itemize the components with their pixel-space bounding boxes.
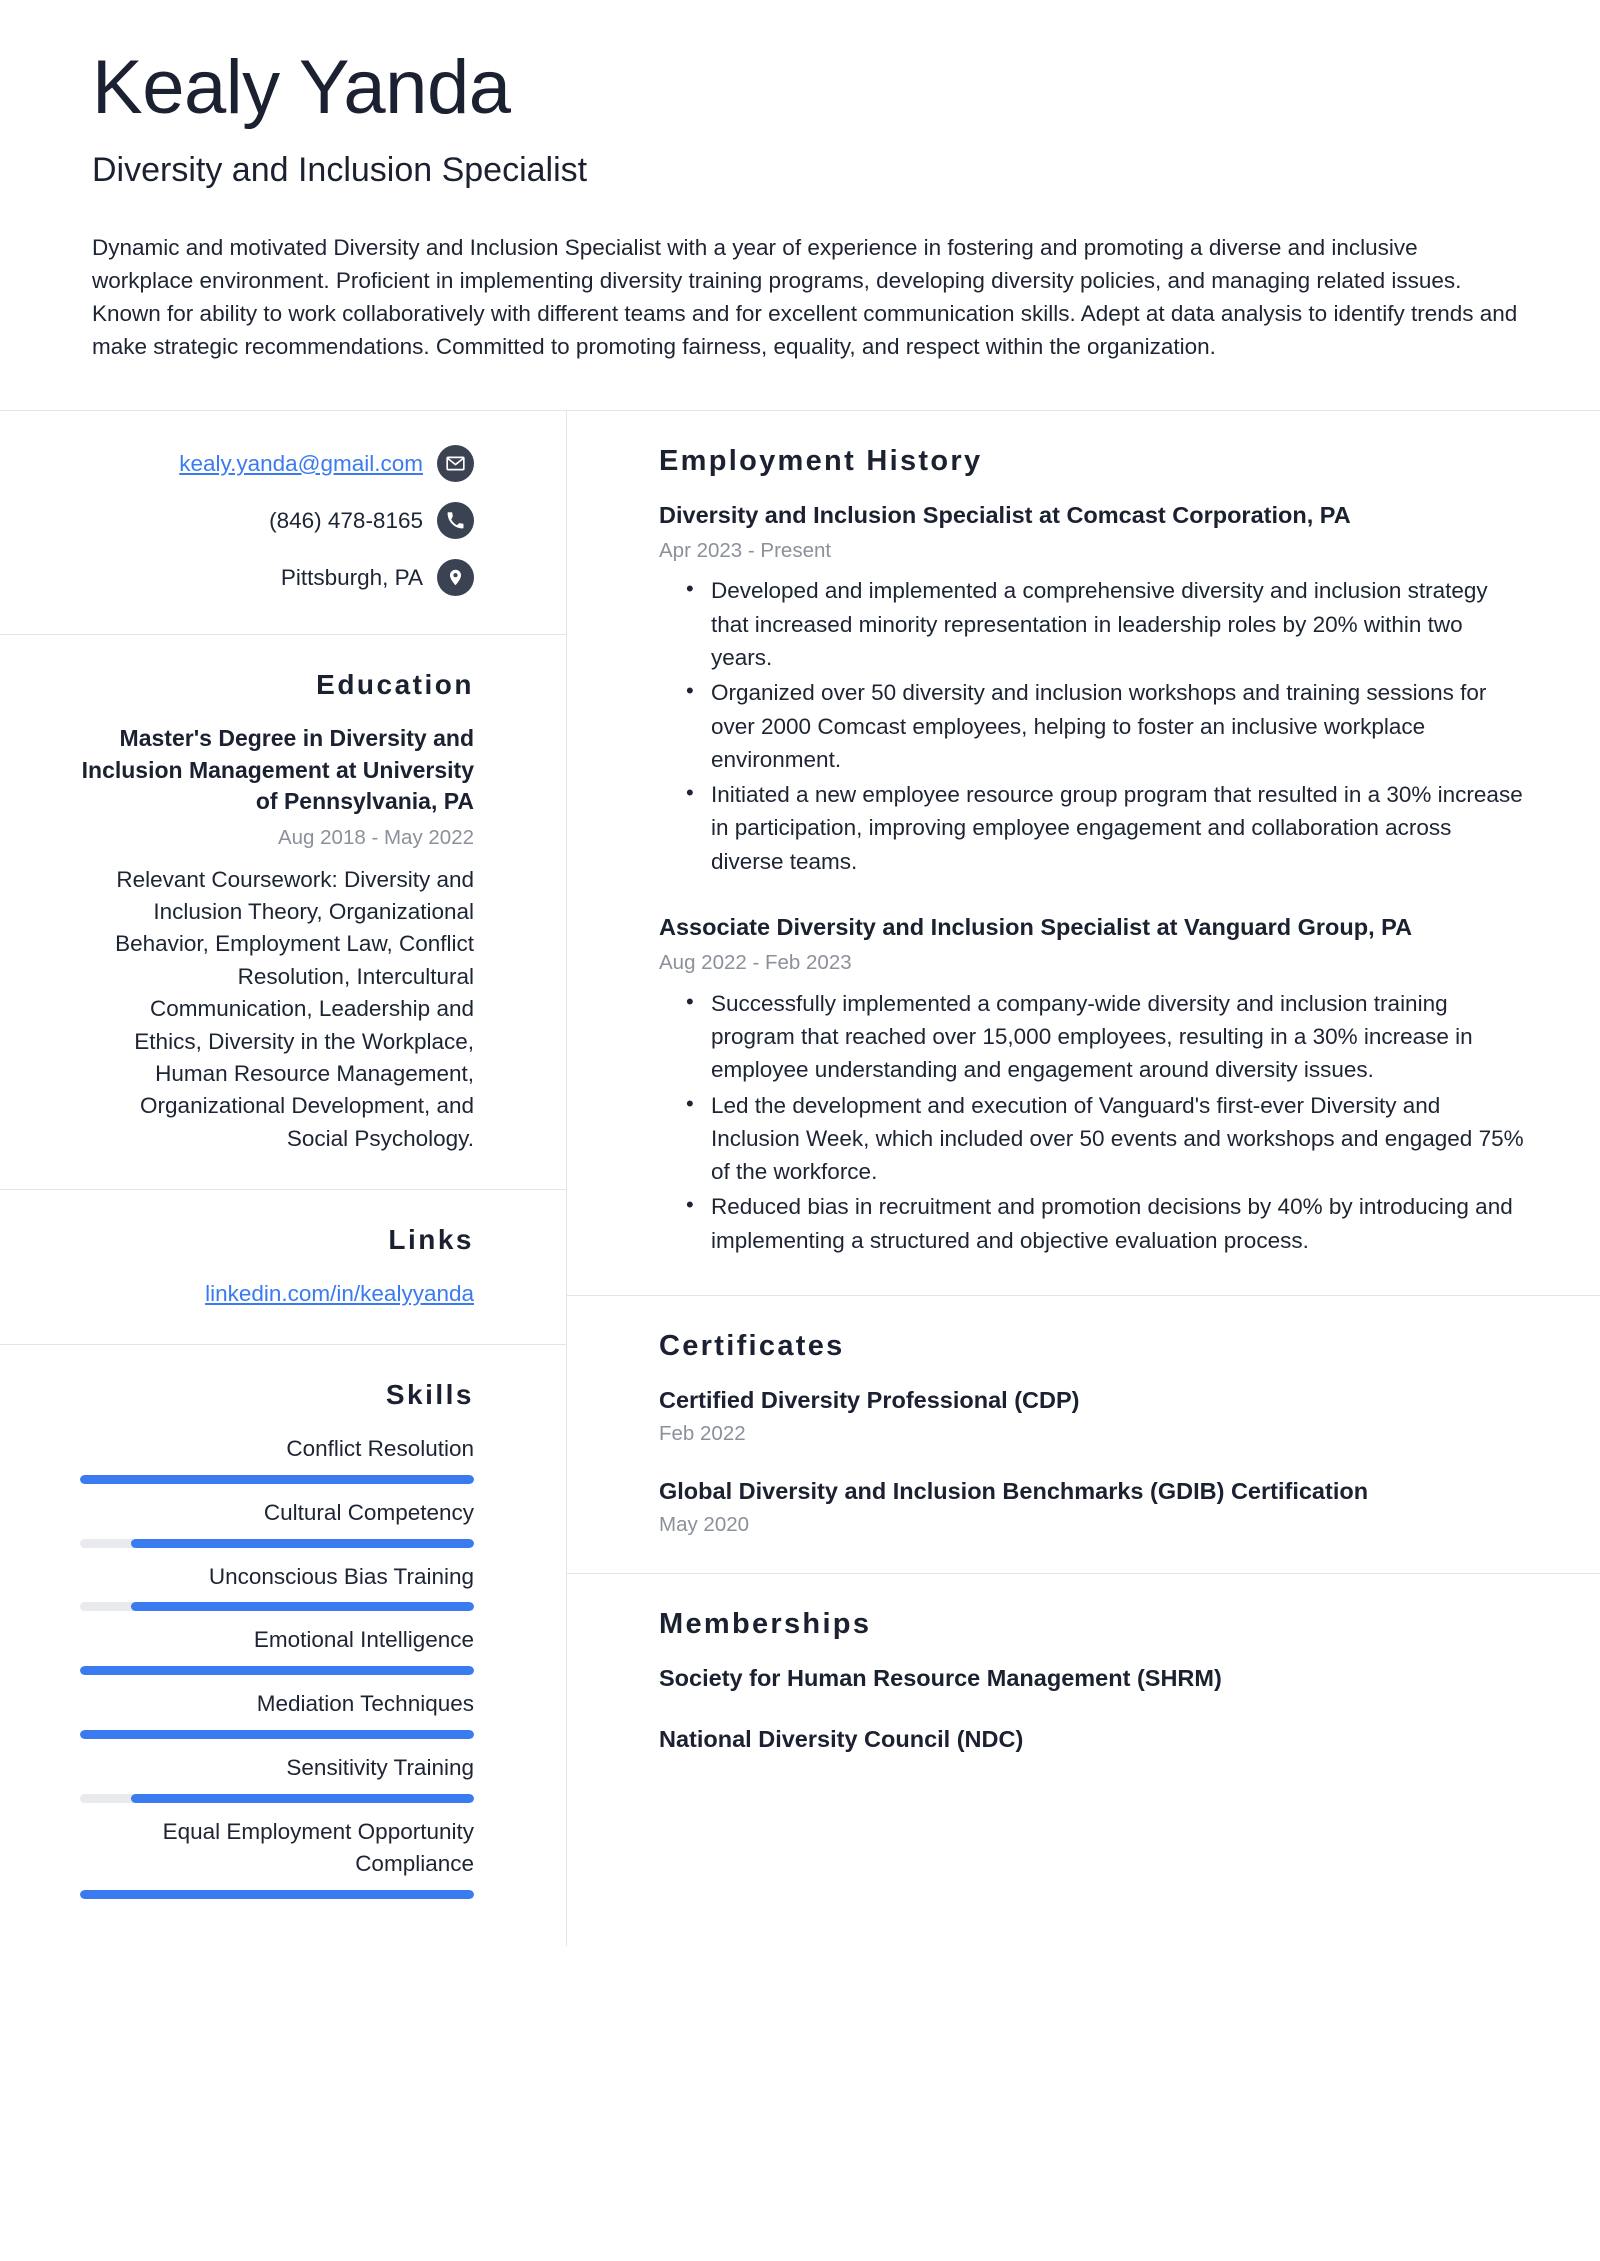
- employment-dates: Apr 2023 - Present: [659, 538, 832, 562]
- links-list: [80, 1278, 474, 1310]
- employment-entry: [659, 912, 1530, 1257]
- skill-label: Conflict Resolution: [286, 1435, 474, 1461]
- certificate-date: May 2020: [659, 1512, 750, 1536]
- skill-item: [80, 1752, 474, 1803]
- links-section: [0, 1190, 566, 1345]
- skill-level-bar: [80, 1475, 474, 1484]
- membership-entry: Society for Human Resource Management (SHRM): [659, 1664, 1222, 1691]
- employment-entry: [659, 500, 1530, 878]
- employment-bullets: [659, 574, 1530, 878]
- employment-dates: Aug 2022 - Feb 2023: [659, 951, 852, 975]
- certificate-name: Global Diversity and Inclusion Benchmarks (GDIB) Certification: [659, 1477, 1369, 1504]
- skill-item: [80, 1497, 474, 1548]
- certificate-date: Feb 2022: [659, 1421, 746, 1445]
- employment-title: Diversity and Inclusion Specialist at Comcast Corporation, PA: [659, 501, 1351, 528]
- phone-icon: [437, 502, 474, 539]
- skill-item: [80, 1433, 474, 1484]
- bullet-item: • Organized over 50 diversity and inclusion workshops and training sessions for over 2000 Comcast employees, helping to foster an inclusive workplace environment.: [711, 676, 1530, 776]
- resume-header: [0, 0, 1600, 410]
- certificate-name: Certified Diversity Professional (CDP): [659, 1387, 1080, 1414]
- skill-label: Emotional Intelligence: [253, 1627, 474, 1653]
- skill-level-fill: [131, 1794, 474, 1803]
- skill-item: [80, 1624, 474, 1675]
- skill-level-bar: [80, 1730, 474, 1739]
- main-content: [567, 411, 1600, 1946]
- employment-bullets: [659, 987, 1530, 1257]
- location-text: Pittsburgh, PA: [280, 564, 423, 590]
- skill-item: [80, 1688, 474, 1739]
- certificate-entry: [659, 1385, 1530, 1446]
- skill-item: [80, 1561, 474, 1612]
- skill-level-fill: [131, 1602, 474, 1611]
- skill-level-bar: [80, 1539, 474, 1548]
- contact-list: [80, 445, 474, 596]
- certificates-heading: Certificates: [659, 1330, 845, 1363]
- contact-row-phone[interactable]: [80, 502, 474, 539]
- email-link[interactable]: kealy.yanda@gmail.com: [179, 450, 423, 476]
- employment-section: [567, 411, 1600, 1296]
- map-pin-icon: [437, 559, 474, 596]
- education-entry: [80, 723, 474, 1155]
- professional-summary: Dynamic and motivated Diversity and Inclusion Specialist with a year of experience in fostering and promoting a diverse and inclusive workplace environment. Proficient in implementing diversity training programs, developing diversity policies, and managing related issues. Known for ability to work collaboratively with different teams and for excellent communication skills. Adept at data analysis to identify trends and make strategic recommendations. Committed to promoting fairness, equality, and respect within the organization.: [92, 234, 1518, 360]
- skill-label: Equal Employment Opportunity Compliance: [162, 1819, 474, 1877]
- skill-label: Mediation Techniques: [256, 1691, 474, 1717]
- skill-level-fill: [80, 1475, 474, 1484]
- skill-level-fill: [80, 1730, 474, 1739]
- sidebar: [0, 411, 567, 1946]
- resume-body: [0, 411, 1600, 1946]
- envelope-icon: [437, 445, 474, 482]
- contact-row-location[interactable]: [80, 559, 474, 596]
- skill-level-bar: [80, 1794, 474, 1803]
- skill-label: Cultural Competency: [263, 1499, 474, 1525]
- skill-level-fill: [80, 1890, 474, 1899]
- education-dates: Aug 2018 - May 2022: [277, 825, 474, 849]
- skills-heading: Skills: [385, 1378, 474, 1410]
- certificates-section: [567, 1296, 1600, 1573]
- contact-section: [0, 411, 566, 635]
- skills-section: [0, 1345, 566, 1947]
- education-section: [0, 635, 566, 1190]
- membership-entry: National Diversity Council (NDC): [659, 1726, 1024, 1753]
- education-description: Relevant Coursework: Diversity and Inclusion Theory, Organizational Behavior, Employment Law, Conflict Resolution, Intercultural Communication, Leadership and Ethics, Diversity in the Workplace, Human Resource Management, Organizational Development, and Social Psychology.: [115, 866, 474, 1151]
- bullet-item: • Successfully implemented a company-wide diversity and inclusion training program that reached over 15,000 employees, resulting in a 30% increase in employee understanding and engagement around diversity issues.: [711, 987, 1530, 1087]
- page-title: Kealy Yanda: [92, 45, 511, 130]
- education-degree: Master's Degree in Diversity and Inclusion Management at University of Pennsylvania, PA: [81, 724, 474, 815]
- contact-row-email[interactable]: [80, 445, 474, 482]
- skill-level-fill: [131, 1539, 474, 1548]
- certificate-entry: [659, 1476, 1530, 1537]
- employment-heading: Employment History: [659, 444, 983, 477]
- phone-number: (846) 478-8165: [269, 507, 423, 533]
- bullet-item: • Developed and implemented a comprehensive diversity and inclusion strategy that increased minority representation in leadership roles by 20% within two years.: [711, 574, 1530, 674]
- skill-label: Sensitivity Training: [286, 1755, 474, 1781]
- skill-level-bar: [80, 1602, 474, 1611]
- bullet-item: • Initiated a new employee resource group program that resulted in a 30% increase in participation, improving employee engagement and collaboration across diverse teams.: [711, 778, 1530, 878]
- memberships-section: [567, 1574, 1600, 1792]
- skill-label: Unconscious Bias Training: [208, 1563, 474, 1589]
- links-heading: Links: [388, 1224, 474, 1256]
- bullet-item: • Led the development and execution of Vanguard's first-ever Diversity and Inclusion Week, which included over 50 events and workshops and engaged 75% of the workforce.: [711, 1089, 1530, 1189]
- job-title: Diversity and Inclusion Specialist: [92, 150, 588, 189]
- skill-level-bar: [80, 1890, 474, 1899]
- education-heading: Education: [316, 668, 474, 700]
- memberships-heading: Memberships: [659, 1607, 872, 1640]
- skill-level-bar: [80, 1666, 474, 1675]
- bullet-item: • Reduced bias in recruitment and promotion decisions by 40% by introducing and implementing a structured and objective evaluation process.: [711, 1190, 1530, 1257]
- skill-item: [80, 1816, 474, 1899]
- employment-title: Associate Diversity and Inclusion Specialist at Vanguard Group, PA: [659, 914, 1413, 941]
- skill-level-fill: [80, 1666, 474, 1675]
- link-linkedin[interactable]: linkedin.com/in/kealyyanda: [205, 1281, 474, 1307]
